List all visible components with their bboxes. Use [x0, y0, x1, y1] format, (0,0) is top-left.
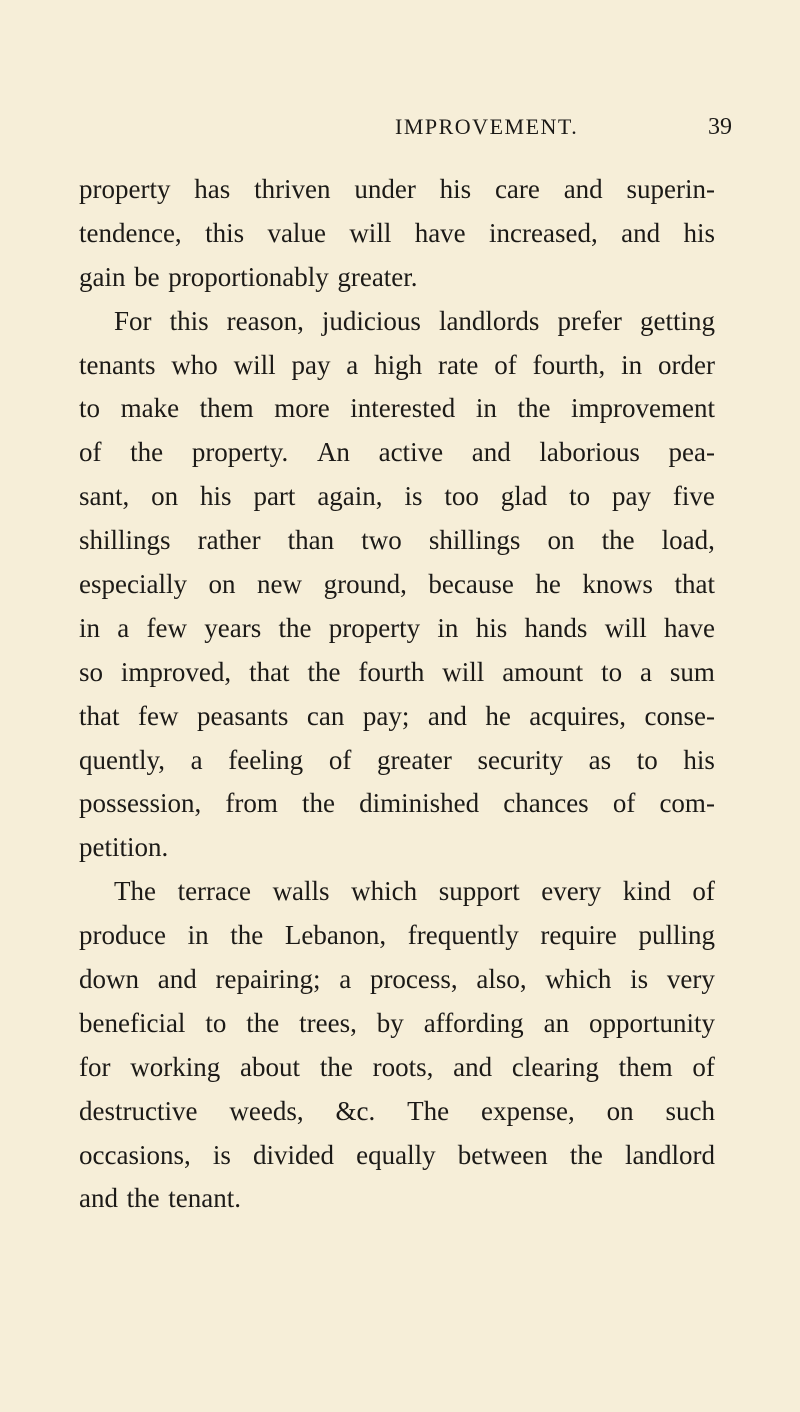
- text-line: of the property. An active and laborious pea-: [79, 437, 715, 468]
- text-line: possession, from the diminished chances of com-: [79, 788, 715, 819]
- text-line: beneficial to the trees, by affording an opportunity: [79, 1007, 715, 1038]
- text-line: sant, on his part again, is too glad to pay five: [79, 481, 715, 512]
- text-line: gain be proportionably greater.: [79, 261, 418, 292]
- text-line: occasions, is divided equally between the landlord: [79, 1139, 715, 1170]
- text-line: in a few years the property in his hands will have: [79, 612, 715, 643]
- text-line: produce in the Lebanon, frequently require pulling: [79, 920, 715, 951]
- text-line: for working about the roots, and clearing them of: [79, 1051, 715, 1082]
- page-number: 39: [708, 114, 732, 140]
- text-line: tenants who will pay a high rate of fourth, in order: [79, 349, 715, 380]
- running-title: IMPROVEMENT.: [395, 114, 579, 139]
- text-line: to make them more interested in the improvement: [79, 393, 715, 424]
- text-line: petition.: [79, 832, 169, 863]
- text-line: down and repairing; a process, also, which is very: [79, 964, 715, 995]
- body-text: [79, 168, 715, 1221]
- text-line: shillings rather than two shillings on the load,: [79, 525, 715, 556]
- text-line: that few peasants can pay; and he acquires, conse-: [79, 700, 715, 731]
- text-line: destructive weeds, &c. The expense, on such: [79, 1095, 715, 1126]
- text-line: especially on new ground, because he knows that: [79, 569, 715, 600]
- text-line: quently, a feeling of greater security as to his: [79, 744, 715, 775]
- running-head: [0, 112, 800, 142]
- text-line: tendence, this value will have increased, and his: [79, 217, 715, 248]
- text-line: so improved, that the fourth will amount to a sum: [79, 656, 715, 687]
- text-line: The terrace walls which support every kind of: [114, 876, 715, 907]
- text-line: property has thriven under his care and superin-: [79, 174, 715, 204]
- text-line: For this reason, judicious landlords prefer getting: [114, 305, 715, 336]
- text-line: and the tenant.: [79, 1183, 241, 1214]
